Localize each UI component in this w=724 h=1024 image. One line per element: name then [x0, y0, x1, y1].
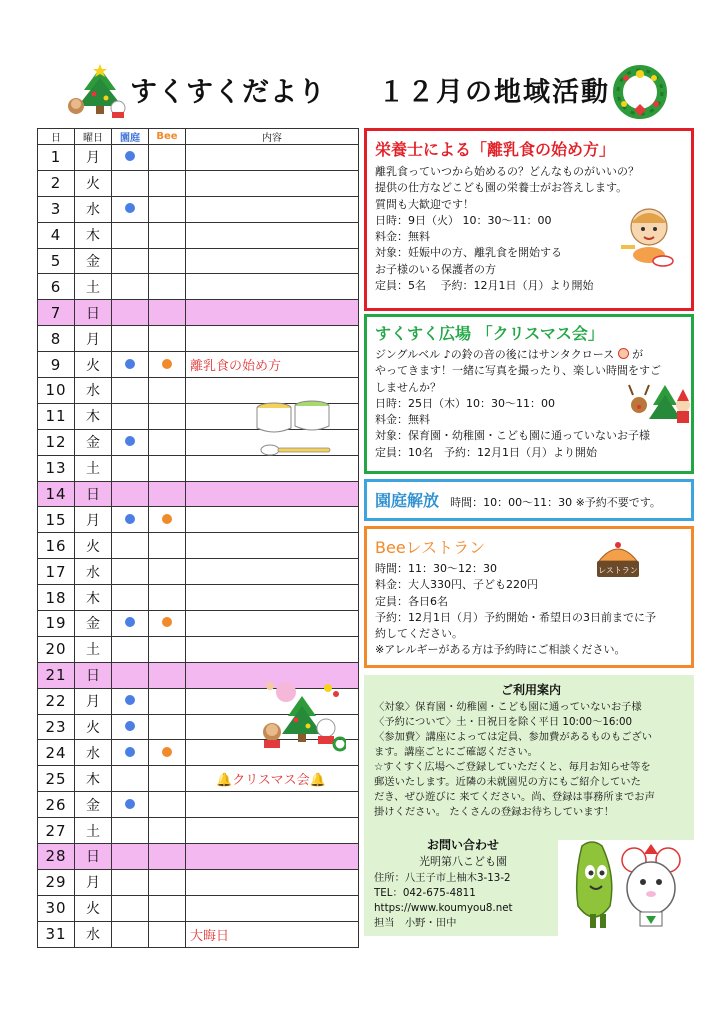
- day-number: 6: [38, 274, 75, 300]
- garden-time: 時間：10：00～11：30 ※予約不要です。: [450, 496, 661, 509]
- garden-open-panel: [364, 479, 694, 521]
- newsletter-subtitle: １２月の地域活動: [378, 77, 610, 108]
- day-number: 23: [38, 714, 75, 740]
- bee-cell: [149, 248, 186, 274]
- bee-cell: [149, 274, 186, 300]
- nutrition-line: 対象：妊娠中の方、離乳食を開始する: [375, 246, 562, 260]
- weekday: 土: [75, 274, 112, 300]
- calendar-row: [38, 481, 359, 507]
- bee-cell: [149, 869, 186, 895]
- event-memo: [186, 274, 359, 300]
- day-number: 13: [38, 455, 75, 481]
- bee-cell: [149, 403, 186, 429]
- weekday: 月: [75, 688, 112, 714]
- header-weekday: 曜日: [75, 129, 112, 145]
- garden-cell: [112, 196, 149, 222]
- event-memo: [186, 326, 359, 352]
- day-number: 11: [38, 403, 75, 429]
- event-memo: [186, 222, 359, 248]
- garden-cell: [112, 869, 149, 895]
- event-memo: [186, 507, 359, 533]
- info-line: 〈参加費〉講座によっては定員、参加費があるものもござい: [374, 731, 653, 743]
- contact-title: お問い合わせ: [426, 838, 499, 852]
- garden-open-dot-icon: [125, 436, 135, 446]
- bee-cell: [149, 481, 186, 507]
- calendar-row: [38, 611, 359, 637]
- calendar-row: [38, 766, 359, 792]
- day-number: 19: [38, 611, 75, 637]
- weekday: 水: [75, 559, 112, 585]
- day-number: 14: [38, 481, 75, 507]
- info-line: ます。講座ごとにご確認ください。: [374, 746, 538, 758]
- nutrition-line: 提供の仕方などこども園の栄養士がお答えします。: [375, 181, 628, 195]
- weekday: 土: [75, 455, 112, 481]
- weekday: 火: [75, 170, 112, 196]
- weekday: 日: [75, 300, 112, 326]
- weekday: 月: [75, 326, 112, 352]
- christmas-tree-icon: [66, 64, 128, 120]
- bee-title: Beeレストラン: [375, 538, 486, 557]
- bee-line: 料金：大人330円、子ども220円: [375, 578, 538, 592]
- event-memo: [186, 818, 359, 844]
- calendar-row: [38, 921, 359, 947]
- info-line: 掛けください。 たくさんの登録お待ちしています！: [374, 806, 615, 818]
- day-number: 27: [38, 818, 75, 844]
- garden-cell: [112, 274, 149, 300]
- day-number: 16: [38, 533, 75, 559]
- nutrition-line: 質問も大歓迎です！: [375, 197, 474, 211]
- day-number: 20: [38, 636, 75, 662]
- weekday: 月: [75, 507, 112, 533]
- bee-cell: [149, 300, 186, 326]
- event-memo: [186, 869, 359, 895]
- weekday: 火: [75, 895, 112, 921]
- bee-cell: [149, 352, 186, 378]
- bee-cell: [149, 714, 186, 740]
- christmas-party-panel: [364, 314, 694, 474]
- bee-cell: [149, 895, 186, 921]
- xmas-line: 日時：25日（木）10：30～11：00: [375, 396, 555, 410]
- bee-cell: [149, 222, 186, 248]
- garden-title: 園庭解放: [375, 491, 440, 510]
- contact-line: TEL：042-675-4811: [374, 887, 476, 899]
- weekday: 火: [75, 714, 112, 740]
- calendar-row: [38, 274, 359, 300]
- garden-open-dot-icon: [125, 695, 135, 705]
- weekday: 水: [75, 921, 112, 947]
- weekday: 月: [75, 869, 112, 895]
- bee-cell: [149, 559, 186, 585]
- calendar-row: [38, 792, 359, 818]
- weekday: 木: [75, 222, 112, 248]
- bee-cell: [149, 170, 186, 196]
- header-garden: 園庭: [112, 129, 149, 145]
- bell-icon: 🔔: [216, 773, 233, 789]
- weekday: 金: [75, 792, 112, 818]
- garden-cell: [112, 636, 149, 662]
- day-number: 24: [38, 740, 75, 766]
- day-number: 18: [38, 585, 75, 611]
- event-memo: [186, 766, 359, 792]
- garden-cell: [112, 429, 149, 455]
- event-memo: [186, 844, 359, 870]
- santa-icon: [618, 348, 629, 359]
- day-number: 9: [38, 352, 75, 378]
- santa-reindeer-icon: [627, 377, 691, 427]
- garden-cell: [112, 300, 149, 326]
- christmas-mascots-icon: [256, 680, 346, 754]
- header-day: 日: [38, 129, 75, 145]
- nutrition-line: 定員：5名 予約：12月1日（月）より開始: [375, 279, 594, 293]
- calendar-row: [38, 533, 359, 559]
- day-number: 12: [38, 429, 75, 455]
- contact-text: [374, 871, 552, 931]
- garden-cell: [112, 481, 149, 507]
- info-title: ご利用案内: [500, 683, 561, 697]
- wreath-icon: [612, 64, 668, 120]
- garden-cell: [112, 403, 149, 429]
- day-number: 15: [38, 507, 75, 533]
- weekday: 土: [75, 636, 112, 662]
- event-memo: [186, 481, 359, 507]
- bee-cell: [149, 145, 186, 171]
- garden-cell: [112, 507, 149, 533]
- garden-open-dot-icon: [125, 151, 135, 161]
- weekday: 日: [75, 662, 112, 688]
- calendar-body: [38, 145, 359, 948]
- bee-cell: [149, 921, 186, 947]
- bee-cell: [149, 636, 186, 662]
- nutrition-title: 栄養士による「離乳食の始め方」: [375, 140, 616, 159]
- garden-cell: [112, 611, 149, 637]
- info-line: 郵送いたします。近隣の未就園児の方にもご紹介していた: [374, 776, 641, 788]
- calendar-row: [38, 895, 359, 921]
- xmas-line: やってきます！一緒に写真を撮ったり、楽しい時間をすご: [375, 364, 661, 378]
- garden-open-dot-icon: [125, 721, 135, 731]
- restaurant-sign-text: レストラン: [598, 566, 638, 575]
- calendar-row: [38, 300, 359, 326]
- header-content: 内容: [186, 129, 359, 145]
- event-memo: 離乳食の始め方: [186, 352, 359, 378]
- day-number: 10: [38, 378, 75, 404]
- event-memo: [186, 300, 359, 326]
- weekday: 水: [75, 740, 112, 766]
- weekday: 火: [75, 533, 112, 559]
- day-number: 28: [38, 844, 75, 870]
- garden-cell: [112, 844, 149, 870]
- weekday: 木: [75, 403, 112, 429]
- calendar-row: [38, 844, 359, 870]
- xmas-line: 定員：10名 予約：12月1日（月）より開始: [375, 445, 597, 459]
- event-memo: [186, 636, 359, 662]
- nutrition-line: お子様のいる保護者の方: [375, 262, 496, 276]
- weekday: 金: [75, 611, 112, 637]
- calendar-row: [38, 196, 359, 222]
- calendar-row: [38, 507, 359, 533]
- nutrition-line: 日時：9日（火） 10：30～11：00: [375, 213, 552, 227]
- xmas-line: 料金：無料: [375, 413, 430, 427]
- day-number: 1: [38, 145, 75, 171]
- event-memo-text: クリスマス会: [232, 773, 310, 789]
- weekday: 水: [75, 196, 112, 222]
- garden-cell: [112, 662, 149, 688]
- bee-open-dot-icon: [162, 514, 172, 524]
- newsletter-title: すくすくだより: [130, 77, 326, 108]
- day-number: 26: [38, 792, 75, 818]
- event-memo: [186, 145, 359, 171]
- bee-line: 予約：12月1日（月）予約開始・希望日の3日前までに予: [375, 610, 656, 624]
- day-number: 29: [38, 869, 75, 895]
- weekday: 日: [75, 844, 112, 870]
- garden-cell: [112, 533, 149, 559]
- garden-cell: [112, 585, 149, 611]
- xmas-line: 対象：保育園・幼稚園・こども園に通っていないお子様: [375, 429, 650, 443]
- info-line: だき、ぜひ遊びに 来てください。尚、登録は事務所までお声: [374, 791, 655, 803]
- baby-eating-icon: [619, 203, 681, 269]
- garden-cell: [112, 145, 149, 171]
- bee-cell: [149, 326, 186, 352]
- day-number: 31: [38, 921, 75, 947]
- bee-cell: [149, 611, 186, 637]
- weekday: 金: [75, 429, 112, 455]
- xmas-intro-end: が: [632, 348, 644, 361]
- garden-open-dot-icon: [125, 203, 135, 213]
- calendar-row: [38, 559, 359, 585]
- contact-line: 住所：八王子市上柚木3-13-2: [374, 872, 511, 884]
- weekday: 木: [75, 585, 112, 611]
- info-line: 〈予約について〉土・日祝日を除く平日 10:00～16:00: [374, 716, 633, 728]
- garden-cell: [112, 170, 149, 196]
- garden-cell: [112, 222, 149, 248]
- monthly-calendar: [37, 128, 359, 948]
- garden-cell: [112, 766, 149, 792]
- day-number: 5: [38, 248, 75, 274]
- xmas-intro-text: ジングルベル ♪の鈴の音の後にはサンタクロース: [375, 348, 615, 361]
- garden-cell: [112, 326, 149, 352]
- garden-open-dot-icon: [125, 514, 135, 524]
- event-memo: [186, 170, 359, 196]
- baby-food-pots-icon: [254, 398, 338, 462]
- calendar-row: [38, 636, 359, 662]
- garden-cell: [112, 352, 149, 378]
- bee-cell: [149, 455, 186, 481]
- garden-cell: [112, 559, 149, 585]
- bee-cell: [149, 818, 186, 844]
- nutrition-line: 離乳食っていつから始めるの？どんなものがいいの？: [375, 165, 639, 178]
- weekday: 水: [75, 378, 112, 404]
- garden-cell: [112, 455, 149, 481]
- bee-cell: [149, 688, 186, 714]
- event-memo: [186, 895, 359, 921]
- restaurant-sign-icon: [593, 539, 643, 581]
- calendar-row: [38, 326, 359, 352]
- garden-cell: [112, 688, 149, 714]
- info-line: ☆すくすく広場へご登録していただくと、毎月お知らせ等を: [374, 761, 651, 773]
- contact-line: 担当 小野・田中: [374, 917, 457, 929]
- garden-cell: [112, 818, 149, 844]
- xmas-intro-line: [375, 347, 685, 363]
- mascot-characters-icon: [564, 836, 688, 934]
- bee-line: 時間：11：30～12：30: [375, 562, 497, 575]
- weekday: 土: [75, 818, 112, 844]
- usage-info-panel: [364, 675, 694, 840]
- garden-cell: [112, 792, 149, 818]
- calendar-row: [38, 585, 359, 611]
- garden-cell: [112, 714, 149, 740]
- garden-cell: [112, 248, 149, 274]
- day-number: 17: [38, 559, 75, 585]
- day-number: 7: [38, 300, 75, 326]
- contact-line: https://www.koumyou8.net: [374, 902, 513, 914]
- event-memo: [186, 196, 359, 222]
- xmas-line: しませんか？: [375, 380, 441, 394]
- garden-open-dot-icon: [125, 747, 135, 757]
- garden-open-dot-icon: [125, 359, 135, 369]
- weekday: 金: [75, 248, 112, 274]
- nutrition-seminar-panel: [364, 128, 694, 311]
- bee-open-dot-icon: [162, 359, 172, 369]
- day-number: 30: [38, 895, 75, 921]
- bee-open-dot-icon: [162, 617, 172, 627]
- garden-cell: [112, 895, 149, 921]
- info-line: 〈対象〉保育園・幼稚園・こども園に通っていないお子様: [374, 701, 642, 713]
- event-memo: [186, 559, 359, 585]
- calendar-row: [38, 869, 359, 895]
- calendar-row: [38, 222, 359, 248]
- page-header: [0, 58, 724, 128]
- bee-cell: [149, 844, 186, 870]
- bee-cell: [149, 196, 186, 222]
- event-memo: 大晦日: [186, 921, 359, 947]
- day-number: 8: [38, 326, 75, 352]
- xmas-title: すくすく広場 「クリスマス会」: [375, 324, 604, 343]
- event-memo: [186, 248, 359, 274]
- bee-cell: [149, 533, 186, 559]
- bee-restaurant-panel: [364, 526, 694, 668]
- garden-open-dot-icon: [125, 799, 135, 809]
- day-number: 25: [38, 766, 75, 792]
- bee-cell: [149, 740, 186, 766]
- event-memo: [186, 585, 359, 611]
- bee-open-dot-icon: [162, 747, 172, 757]
- bee-cell: [149, 662, 186, 688]
- garden-cell: [112, 378, 149, 404]
- weekday: 木: [75, 766, 112, 792]
- calendar-row: [38, 145, 359, 171]
- garden-cell: [112, 921, 149, 947]
- weekday: 月: [75, 145, 112, 171]
- bee-line: ※アレルギーがある方は予約時にご相談ください。: [375, 643, 626, 657]
- bee-cell: [149, 792, 186, 818]
- calendar-row: [38, 352, 359, 378]
- day-number: 2: [38, 170, 75, 196]
- garden-open-dot-icon: [125, 617, 135, 627]
- contact-org: 光明第八こども園: [419, 855, 507, 868]
- day-number: 3: [38, 196, 75, 222]
- bee-cell: [149, 766, 186, 792]
- bee-cell: [149, 585, 186, 611]
- bee-cell: [149, 507, 186, 533]
- bee-line: 約してください。: [375, 627, 463, 641]
- weekday: 日: [75, 481, 112, 507]
- bee-cell: [149, 378, 186, 404]
- bell-icon: 🔔: [309, 773, 326, 789]
- info-text: [374, 700, 688, 820]
- bee-line: 定員：各日6名: [375, 594, 448, 608]
- nutrition-line: 料金：無料: [375, 230, 430, 244]
- bee-cell: [149, 429, 186, 455]
- day-number: 22: [38, 688, 75, 714]
- day-number: 21: [38, 662, 75, 688]
- weekday: 火: [75, 352, 112, 378]
- calendar-row: [38, 170, 359, 196]
- garden-cell: [112, 740, 149, 766]
- event-memo: [186, 792, 359, 818]
- calendar-row: [38, 818, 359, 844]
- event-memo: [186, 533, 359, 559]
- event-memo: [186, 611, 359, 637]
- day-number: 4: [38, 222, 75, 248]
- calendar-header-row: [38, 129, 359, 145]
- calendar-row: [38, 248, 359, 274]
- contact-panel: [364, 832, 558, 936]
- header-bee: Bee: [149, 129, 186, 145]
